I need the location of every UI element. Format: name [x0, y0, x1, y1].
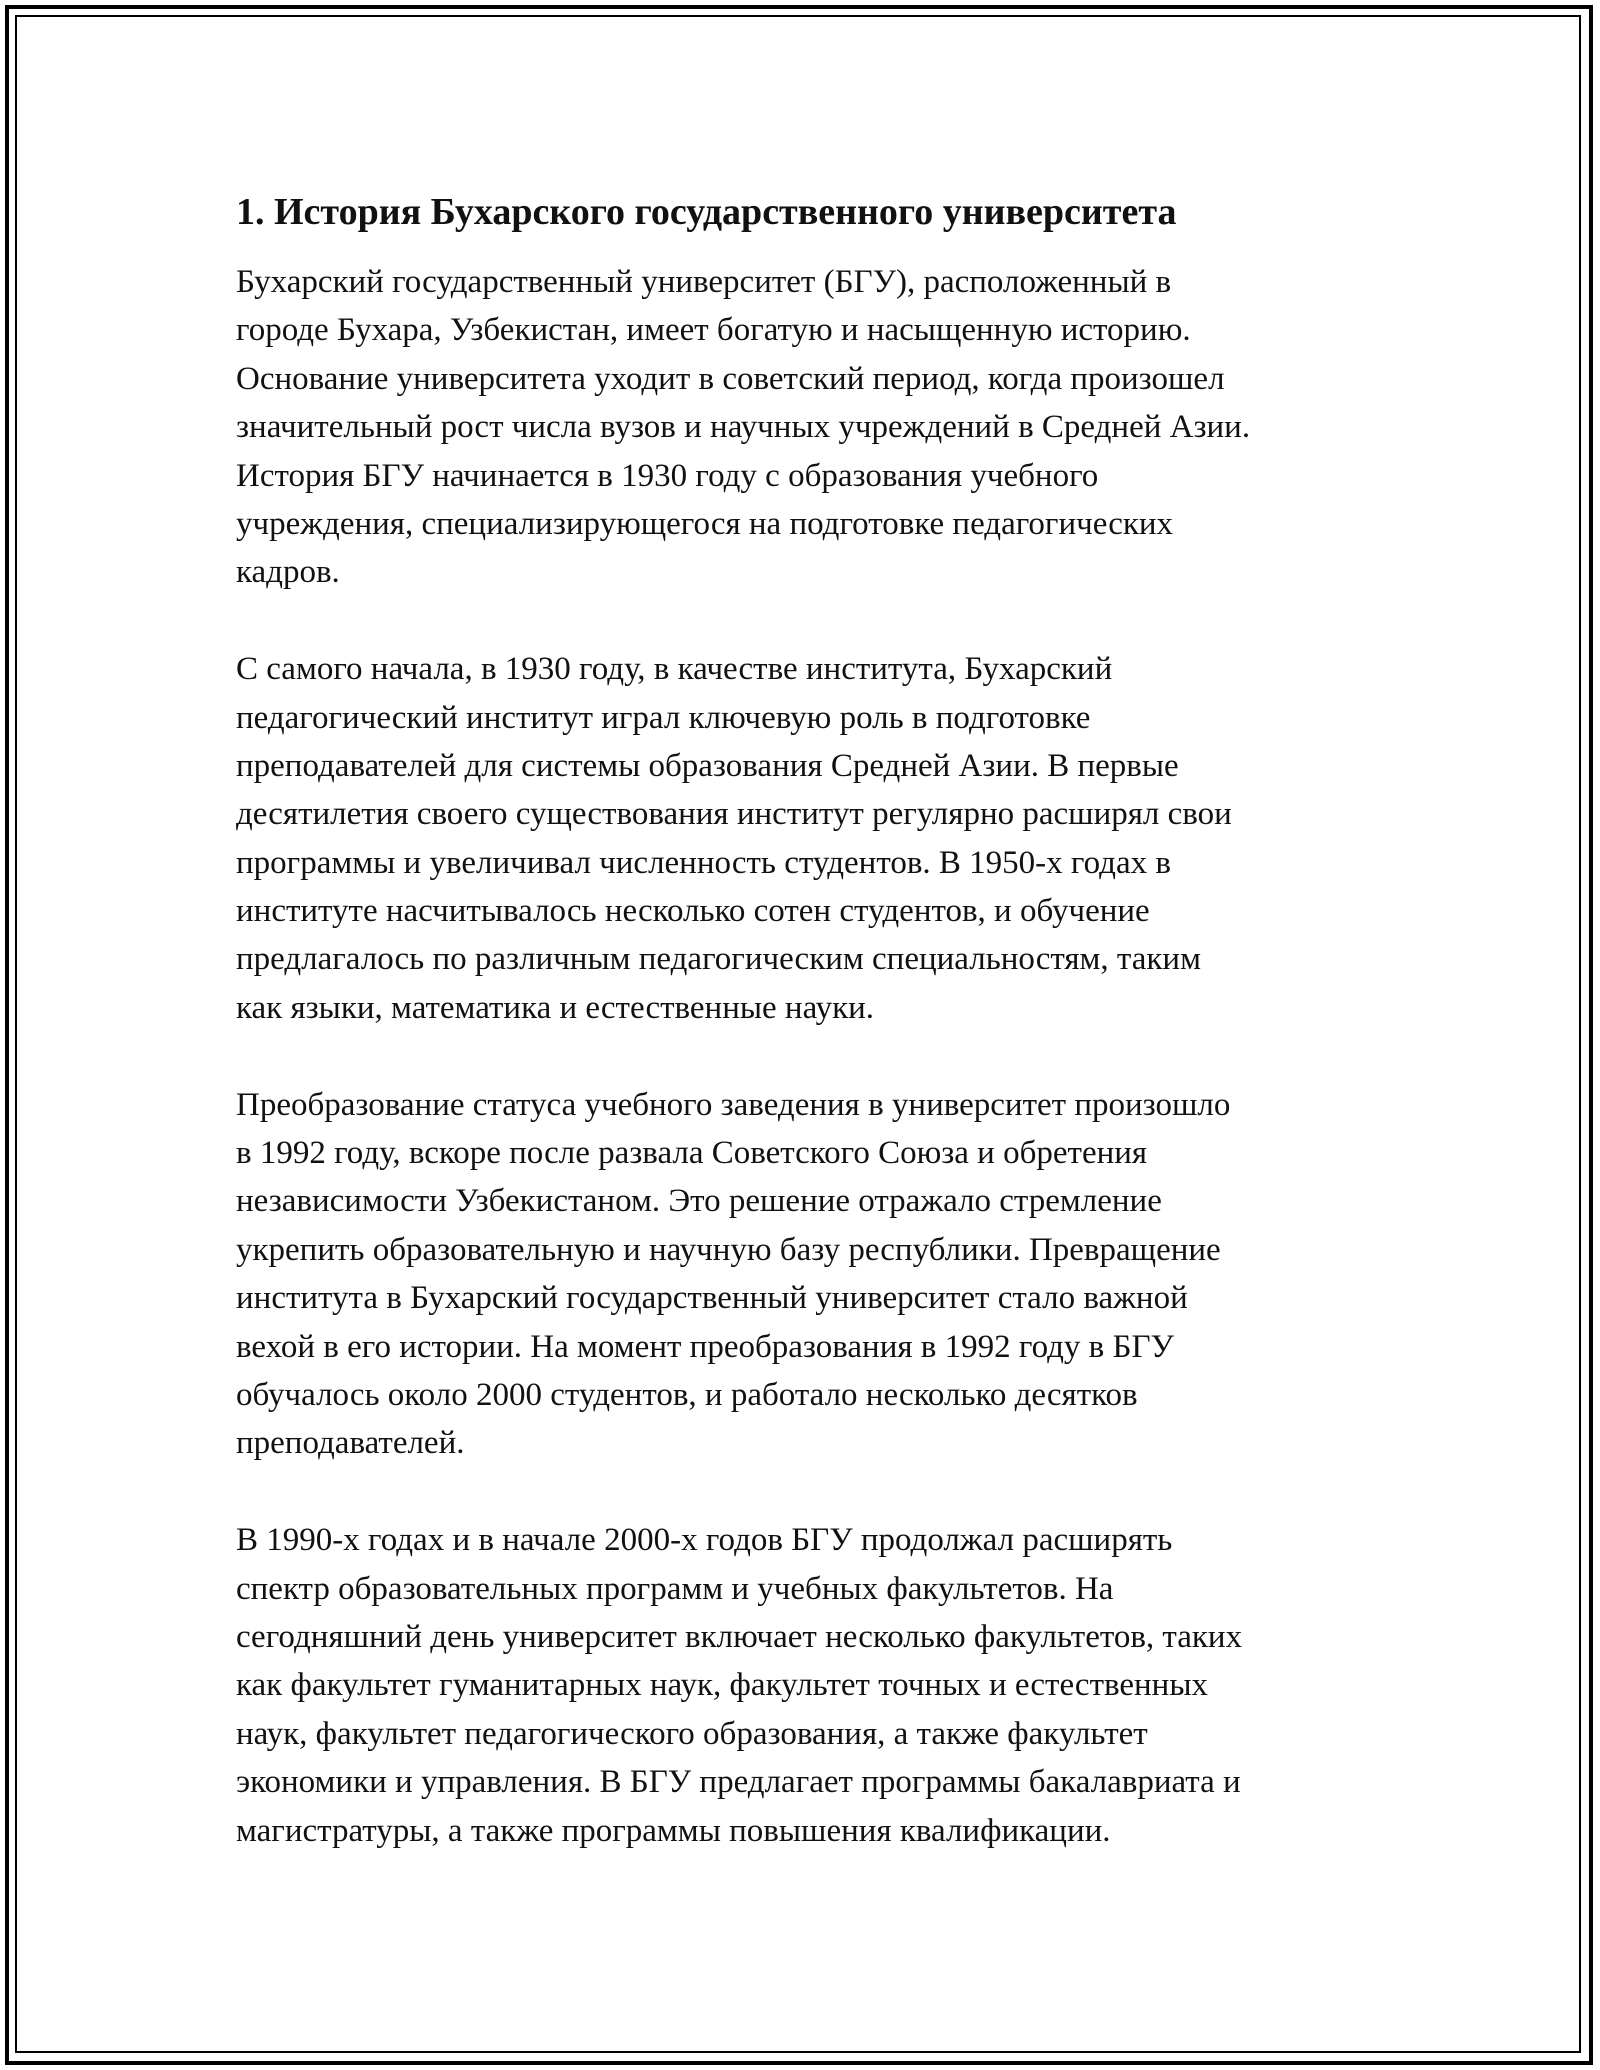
paragraph-line: института в Бухарский государственный университет стало важной	[236, 1280, 1188, 1317]
paragraph-line: сегодняшний день университет включает несколько факультетов, таких	[236, 1618, 1243, 1655]
paragraph-line: В 1990-х годах и в начале 2000-х годов БГУ продолжал расширять	[236, 1522, 1173, 1559]
paragraph-line: значительный рост числа вузов и научных учреждений в Средней Азии.	[236, 409, 1251, 446]
paragraph-line: кадров.	[236, 554, 340, 591]
paragraph-line: Бухарский государственный университет (БГУ), расположенный в	[236, 264, 1172, 300]
paragraph-line: Преобразование статуса учебного заведения в университет произошло	[236, 1086, 1231, 1123]
paragraph-line: обучалось около 2000 студентов, и работало несколько десятков	[236, 1376, 1138, 1413]
paragraph-line: преподавателей для системы образования Средней Азии. В первые	[236, 747, 1179, 784]
paragraph-line: как факультет гуманитарных наук, факультет точных и естественных	[236, 1667, 1209, 1704]
paragraph-line: педагогический институт играл ключевую роль в подготовке	[236, 699, 1091, 736]
paragraph-line: городе Бухара, Узбекистан, имеет богатую и насыщенную историю.	[236, 312, 1191, 349]
paragraph-3	[236, 1081, 1396, 1468]
paragraph-line: программы и увеличивал численность студентов. В 1950-х годах в	[236, 844, 1171, 881]
paragraph-4	[236, 1516, 1396, 1855]
paragraph-line: преподавателей.	[236, 1425, 465, 1462]
paragraph-line: спектр образовательных программ и учебных факультетов. На	[236, 1570, 1114, 1607]
section-heading: 1. История Бухарского государственного университета	[236, 191, 1177, 233]
paragraph-line: предлагалось по различным педагогическим специальностям, таким	[236, 941, 1201, 978]
paragraph-line: десятилетия своего существования институт регулярно расширял свои	[236, 796, 1232, 833]
paragraph-line: независимости Узбекистаном. Это решение отражало стремление	[236, 1183, 1162, 1220]
paragraph-line: учреждения, специализирующегося на подготовке педагогических	[236, 505, 1174, 542]
paragraph-line: Основание университета уходит в советский период, когда произошел	[236, 360, 1225, 397]
paragraph-line: в 1992 году, вскоре после развала Советского Союза и обретения	[236, 1135, 1148, 1172]
paragraph-line: укрепить образовательную и научную базу республики. Превращение	[236, 1231, 1221, 1268]
paragraph-line: С самого начала, в 1930 году, в качестве института, Бухарский	[236, 651, 1113, 688]
paragraph-line: История БГУ начинается в 1930 году с образования учебного	[236, 457, 1099, 494]
paragraph-line: наук, факультет педагогического образования, а также факультет	[236, 1715, 1148, 1752]
paragraph-line: магистратуры, а также программы повышения квалификации.	[236, 1812, 1111, 1849]
document-body	[236, 186, 1396, 1855]
paragraph-1	[236, 258, 1396, 597]
paragraph-line: вехой в его истории. На момент преобразования в 1992 году в БГУ	[236, 1328, 1174, 1365]
paragraph-line: институте насчитывалось несколько сотен студентов, и обучение	[236, 893, 1150, 930]
paragraph-line: как языки, математика и естественные науки.	[236, 989, 875, 1026]
paragraph-line: экономики и управления. В БГУ предлагает программы бакалавриата и	[236, 1764, 1241, 1801]
paragraph-2	[236, 645, 1396, 1032]
